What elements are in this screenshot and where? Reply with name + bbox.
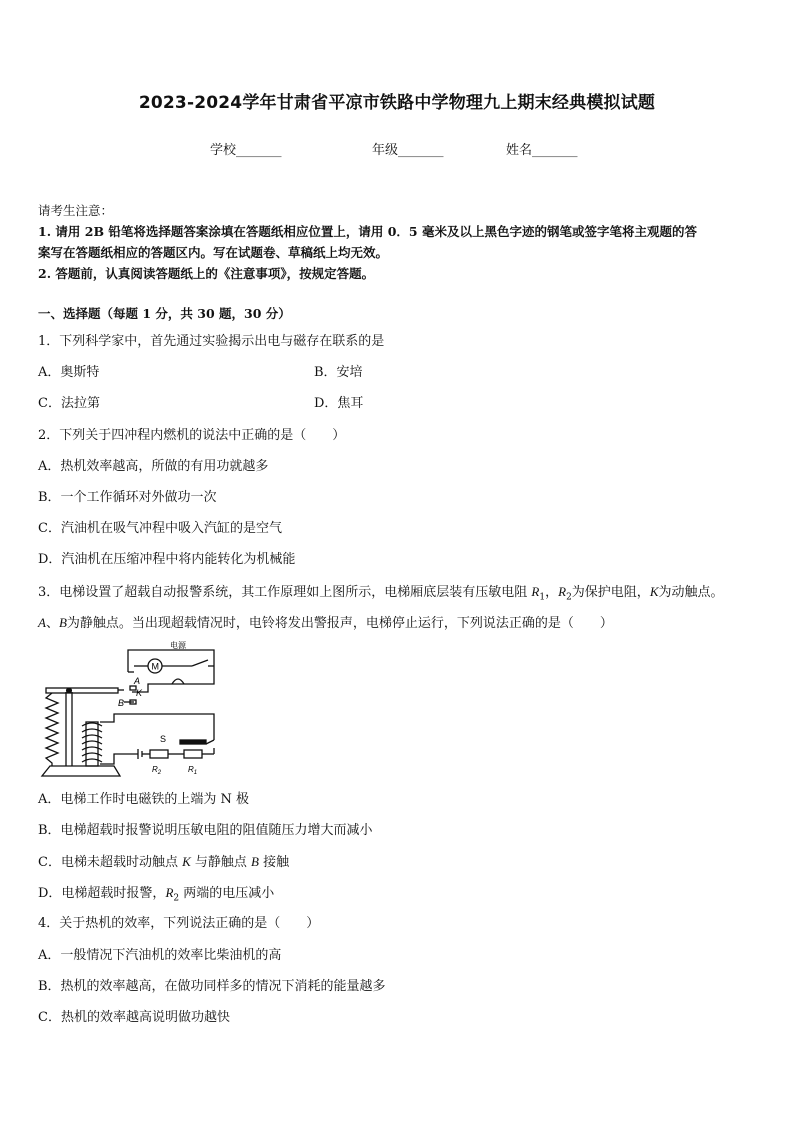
elevator-alarm-circuit-diagram xyxy=(38,636,228,786)
question-4-stem: 4．关于热机的效率，下列说法正确的是（ ） xyxy=(38,916,320,931)
coil xyxy=(82,723,102,762)
question-3-stem-line-2: A、B为静触点。当出现超载情况时，电铃将发出警报声，电梯停止运行，下列说法正确的是（ ） xyxy=(38,615,613,631)
question-2-option-d: D．汽油机在压缩冲程中将内能转化为机械能 xyxy=(38,552,296,567)
school-field: 学校_______ xyxy=(210,143,282,158)
question-2-option-b: B．一个工作循环对外做功一次 xyxy=(38,490,217,505)
question-1-option-c: C．法拉第 xyxy=(38,396,100,411)
notice-heading: 请考生注意： xyxy=(38,203,114,218)
stand-base xyxy=(42,766,120,776)
question-3-stem-line-1: 3．电梯设置了超载自动报警系统，其工作原理如上图所示，电梯厢底层装有压敏电阻 $R_1$，$R_2$为保护电阻，K为动触点。 xyxy=(38,584,724,603)
question-3-option-d: D．电梯超载时报警，$R_2$ 两端的电压减小 xyxy=(38,885,275,904)
name-field: 姓名_______ xyxy=(506,143,578,158)
question-3-option-a: A．电梯工作时电磁铁的上端为 N 极 xyxy=(38,792,250,807)
bell xyxy=(172,679,184,684)
r1-label: $R_1$ xyxy=(188,765,198,776)
switch-label: S xyxy=(160,734,167,744)
question-1-stem: 1．下列科学家中，首先通过实验揭示出电与磁存在联系的是 xyxy=(38,334,385,349)
r2-label: $R_2$ xyxy=(152,765,162,776)
contact-k-label: K xyxy=(136,688,143,698)
question-4-option-a: A．一般情况下汽油机的效率比柴油机的高 xyxy=(38,948,282,963)
question-4-option-b: B．热机的效率越高，在做功同样多的情况下消耗的能量越多 xyxy=(38,979,386,994)
section-heading: 一、选择题（每题 1 分，共 30 题，30 分） xyxy=(38,306,291,321)
question-2-option-a: A．热机效率越高，所做的有用功就越多 xyxy=(38,459,269,474)
question-2-option-c: C．汽油机在吸气冲程中吸入汽缸的是空气 xyxy=(38,521,282,536)
question-2-stem: 2．下列关于四冲程内燃机的说法中正确的是（ ） xyxy=(38,428,346,443)
question-3-option-c: C．电梯未超载时动触点 K 与静触点 B 接触 xyxy=(38,854,290,870)
notice-line-2: 2. 答题前，认真阅读答题纸上的《注意事项》，按规定答题。 xyxy=(38,266,375,281)
contact-a-label: A xyxy=(134,676,141,686)
question-1-option-d: D．焦耳 xyxy=(314,396,364,411)
motor-label: M xyxy=(151,661,159,672)
contact-b-label: B xyxy=(118,698,125,708)
power-label: 电源 xyxy=(170,641,186,650)
grade-field: 年级_______ xyxy=(372,143,444,158)
page-title: 2023-2024学年甘肃省平凉市铁路中学物理九上期末经典模拟试题 xyxy=(138,93,656,113)
spring xyxy=(46,693,58,766)
resistor-r1 xyxy=(184,750,202,758)
question-3-option-b: B．电梯超载时报警说明压敏电阻的阻值随压力增大而减小 xyxy=(38,823,373,838)
notice-line-1a: 1. 请用 2B 铅笔将选择题答案涂填在答题纸相应位置上，请用 0．5 毫米及以上黑色字迹的钢笔或签字笔将主观题的答 xyxy=(38,224,697,239)
resistor-r2 xyxy=(150,750,168,758)
lever-armature xyxy=(46,688,118,693)
notice-line-1b: 案写在答题纸相应的答题区内。写在试题卷、草稿纸上均无效。 xyxy=(38,245,389,260)
question-1-option-b: B．安培 xyxy=(314,365,363,380)
question-1-option-a: A．奥斯特 xyxy=(38,365,100,380)
question-4-option-c: C．热机的效率越高说明做功越快 xyxy=(38,1010,230,1025)
